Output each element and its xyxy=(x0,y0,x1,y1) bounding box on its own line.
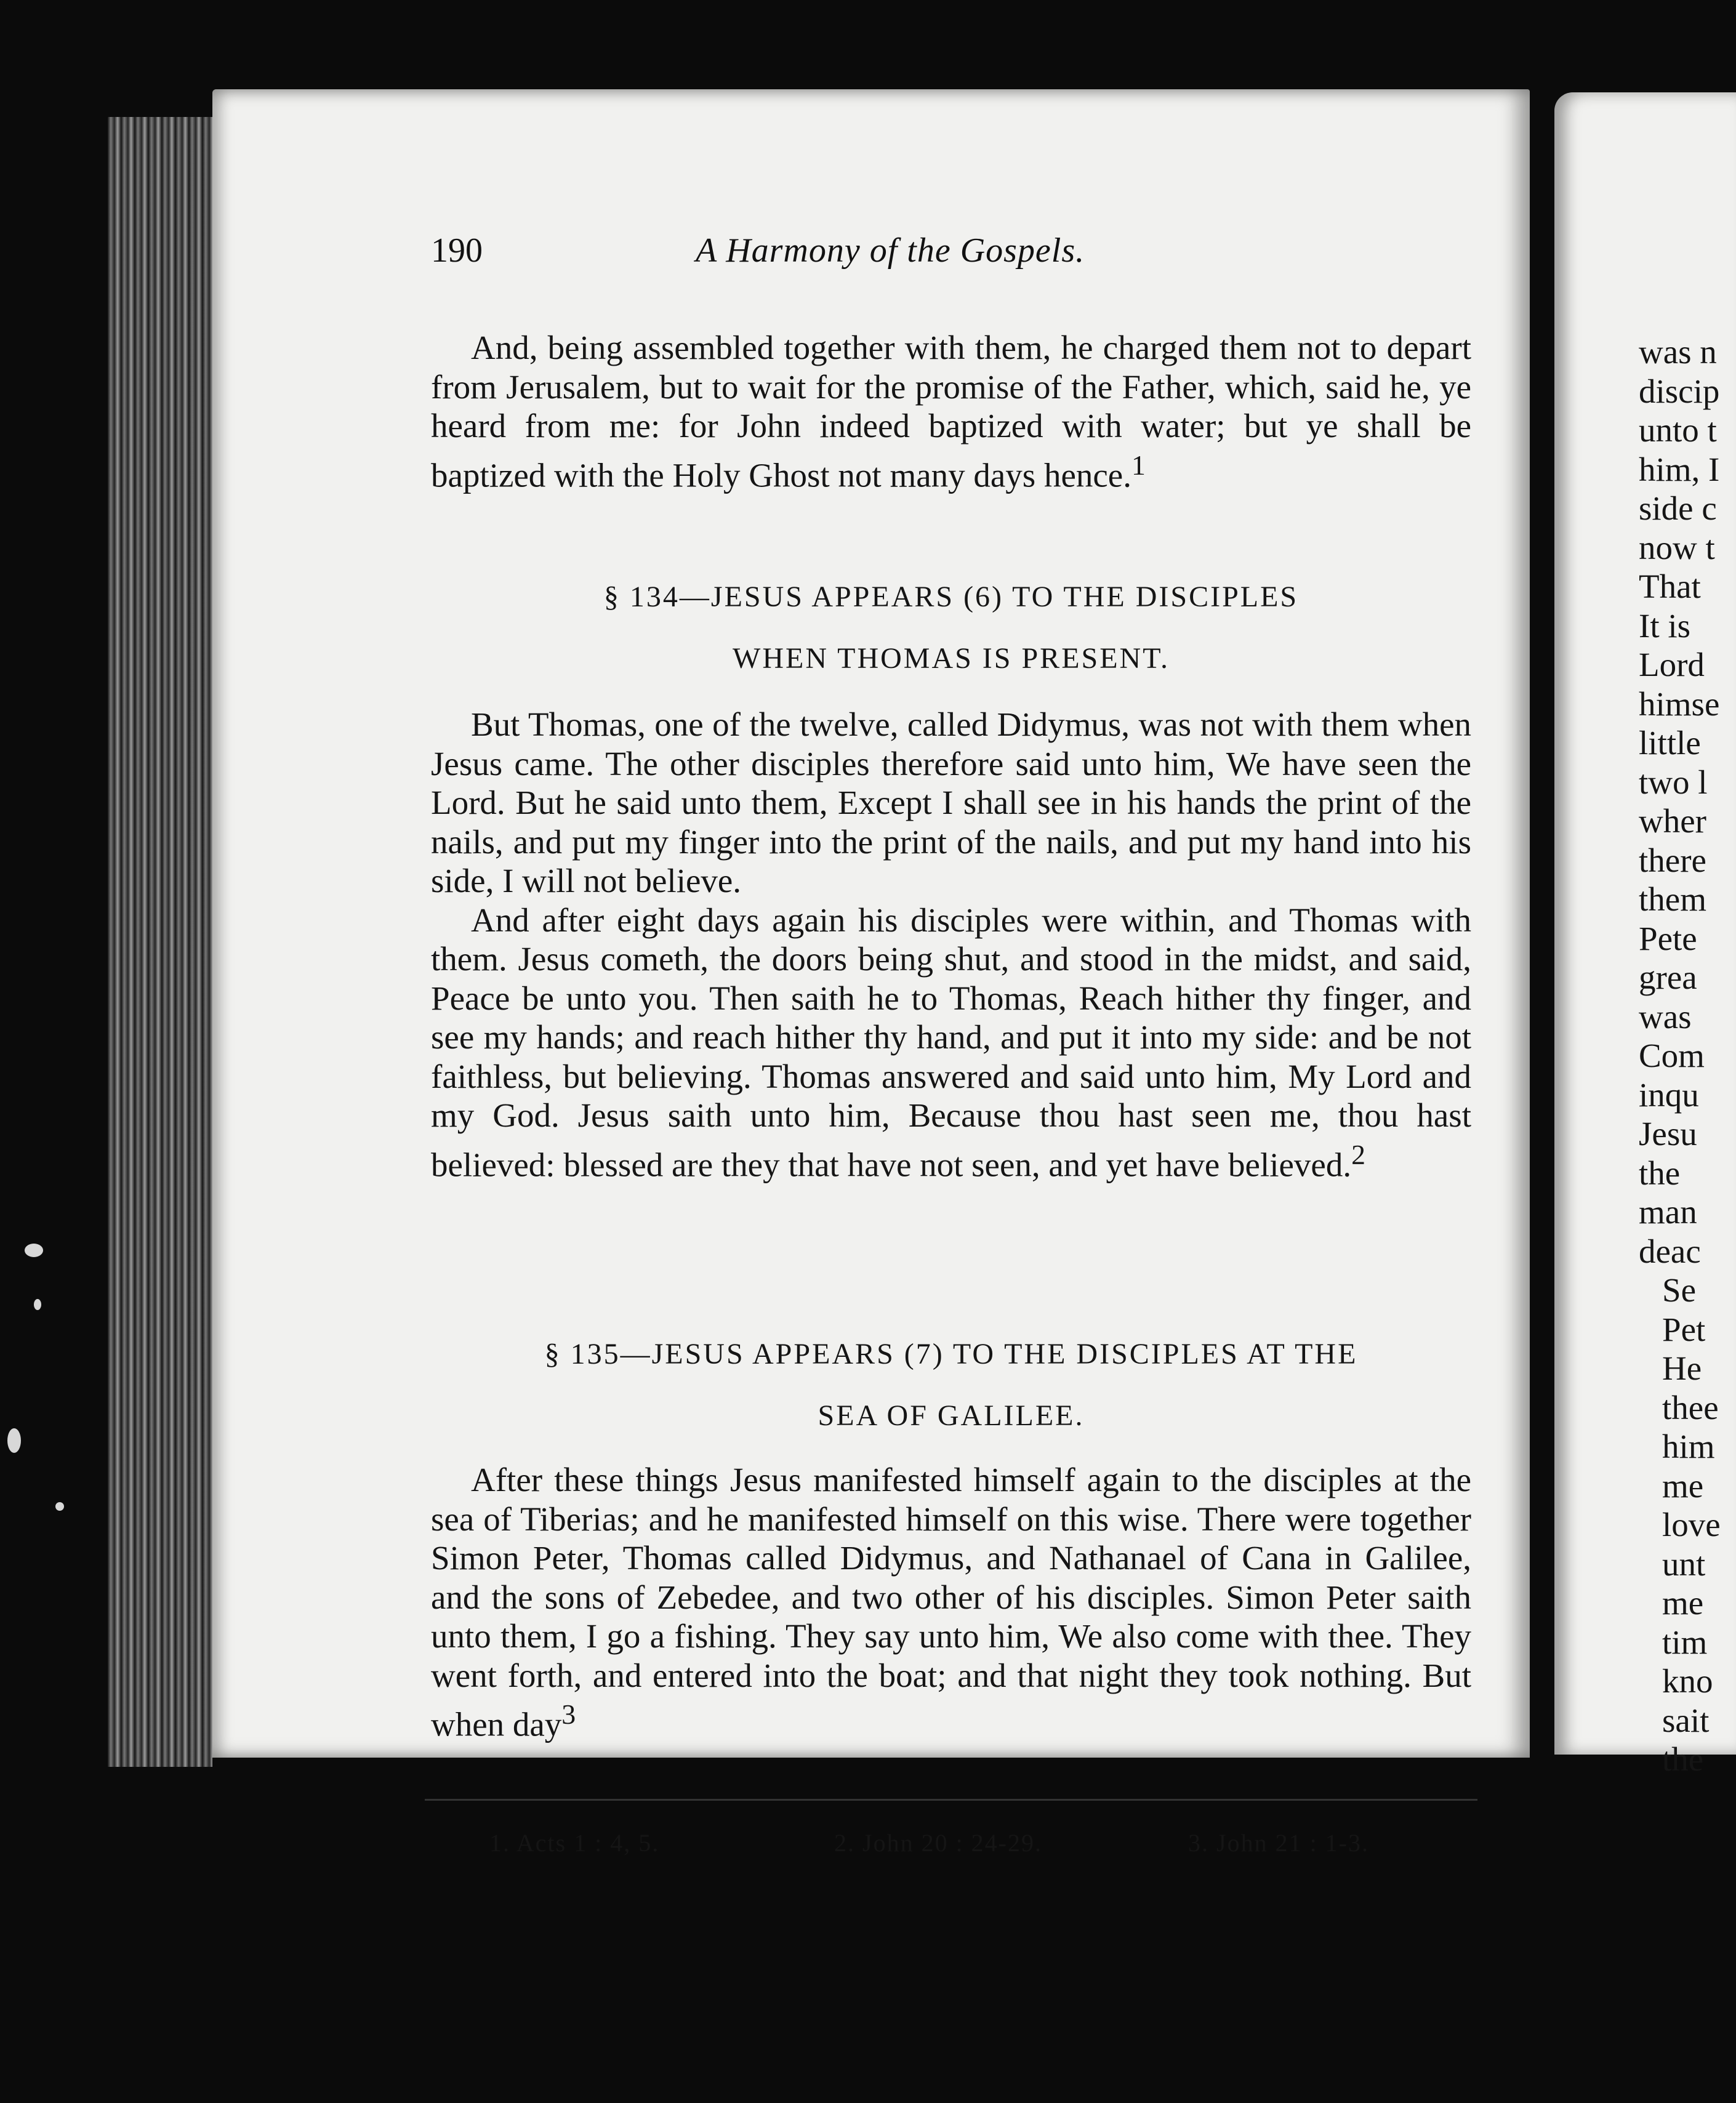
facing-page-line: Lord xyxy=(1639,646,1705,683)
facing-page-line: unt xyxy=(1662,1545,1706,1583)
section-135-title-line-1: § 135—JESUS APPEARS (7) TO THE DISCIPLES AT THE xyxy=(544,1338,1358,1370)
facing-page-line: deac xyxy=(1639,1232,1701,1270)
facing-page-line: Pet xyxy=(1662,1310,1706,1348)
scan-speck xyxy=(25,1244,43,1257)
facing-page-line: It is xyxy=(1639,606,1691,645)
section-134-title-line-1: § 134—JESUS APPEARS (6) TO THE DISCIPLES xyxy=(603,581,1299,613)
footnote-marker-2: 2 xyxy=(1351,1138,1366,1170)
section-135-paragraph-1 xyxy=(431,1460,1471,1744)
facing-page-line: inqu xyxy=(1639,1076,1699,1114)
footnote-2: 2. John 20 : 24-29. xyxy=(834,1829,1042,1857)
footnote-marker-3: 3 xyxy=(561,1699,576,1730)
facing-page-line: now t xyxy=(1639,528,1715,566)
section-135-heading xyxy=(431,1324,1471,1447)
facing-page-line: the xyxy=(1639,1154,1681,1192)
section-135-body xyxy=(431,1460,1471,1744)
facing-page-line: me xyxy=(1662,1466,1704,1505)
scan-speck xyxy=(7,1428,21,1453)
section-134-paragraph-2-text: And after eight days again his disciples were within, and Thomas with them. Jesus cometh, the doors being shut, and stood in the midst, and said, Peace be unto you. Then saith he to Thomas, Reach hither thy finger, and see my hands; and reach hither thy hand, and put it into my side: and be not faithless, but believing. Thomas answered and said unto him, My Lord and my God. Jesus saith unto him, Because thou hast seen me, thou hast believed: blessed are they that have not seen, and yet have believed. xyxy=(431,901,1471,1183)
section-134-title-line-2: WHEN THOMAS IS PRESENT. xyxy=(733,642,1170,675)
section-134-paragraph-2 xyxy=(431,901,1471,1184)
section-134-heading xyxy=(431,566,1471,690)
footnote-1: 1. Acts 1 : 4, 5. xyxy=(489,1829,660,1857)
facing-page-line: Jesu xyxy=(1639,1115,1697,1152)
footnotes xyxy=(431,1828,1471,1865)
facing-page-line: side c xyxy=(1639,489,1717,527)
page-number: 190 xyxy=(431,231,483,270)
section-135-title-line-2: SEA OF GALILEE. xyxy=(818,1399,1085,1432)
section-135-paragraph-1-text: After these things Jesus manifested himself again to the disciples at the sea of Tiberias; and he manifested himself on this wise. There were together Simon Peter, Thomas called Didymus, and Nathanael of Cana in Galilee, and the sons of Zebedee, and two other of his disciples. Simon Peter saith unto them, I go a fishing. They say unto him, We also come with thee. They went forth, and entered into the boat; and that night they took nothing. But when day xyxy=(431,1461,1471,1743)
facing-page-line: grea xyxy=(1639,959,1697,996)
facing-page-line: two l xyxy=(1639,763,1708,801)
footnote-divider xyxy=(425,1799,1477,1801)
intro-paragraph-text: And, being assembled together with them, he charged them not to depart from Jerusalem, but to wait for the promise of the Father, which, said he, ye heard from me: for John indeed baptized with water; but ye shall be baptized with the Holy Ghost not many days hence. xyxy=(431,329,1471,494)
scan-speck xyxy=(34,1299,41,1310)
facing-page-line: That xyxy=(1639,568,1701,605)
facing-page-line: Com xyxy=(1639,1037,1705,1074)
facing-page-line: kno xyxy=(1662,1662,1713,1700)
facing-page-line: discip xyxy=(1639,372,1720,410)
page-header xyxy=(431,231,1219,274)
section-134-paragraph-1: But Thomas, one of the twelve, called Didymus, was not with them when Jesus came. The other disciples therefore said unto him, We have seen the Lord. But he said unto them, Except I shall see in his hands the print of the nails, and put my finger into the print of the nails, and put my hand into his side, I will not believe. xyxy=(431,706,1471,899)
intro-paragraph xyxy=(431,328,1471,494)
facing-page-line: was xyxy=(1639,997,1692,1035)
facing-page-line: himse xyxy=(1639,685,1720,723)
facing-page-line: the xyxy=(1662,1740,1704,1778)
facing-page-line: little xyxy=(1639,724,1701,762)
facing-page-line: was n xyxy=(1639,333,1717,371)
facing-page-line: there xyxy=(1639,841,1706,879)
facing-page-line: Pete xyxy=(1639,919,1697,957)
facing-page-line: unto t xyxy=(1639,411,1717,449)
facing-page-line: tim xyxy=(1662,1623,1708,1661)
facing-page-line: me xyxy=(1662,1584,1704,1622)
running-title: A Harmony of the Gospels. xyxy=(696,231,1085,270)
facing-page-line: sait xyxy=(1662,1701,1710,1739)
section-134-body xyxy=(431,705,1471,1184)
facing-page-line: him, I xyxy=(1639,450,1720,488)
facing-page-line: love xyxy=(1662,1506,1721,1543)
scan-speck xyxy=(55,1502,64,1511)
footnote-marker-1: 1 xyxy=(1131,449,1146,481)
facing-page-line: wher xyxy=(1639,802,1706,840)
facing-page-line: man xyxy=(1639,1193,1697,1231)
footnote-3: 3. John 21 : 1-3. xyxy=(1188,1829,1369,1857)
facing-page-line: He xyxy=(1662,1349,1702,1387)
facing-page-line: them xyxy=(1639,880,1706,918)
book-spine-edge xyxy=(108,117,212,1767)
facing-page-line: thee xyxy=(1662,1388,1719,1426)
facing-page-line: him xyxy=(1662,1428,1715,1465)
facing-page-line: Se xyxy=(1662,1271,1696,1309)
